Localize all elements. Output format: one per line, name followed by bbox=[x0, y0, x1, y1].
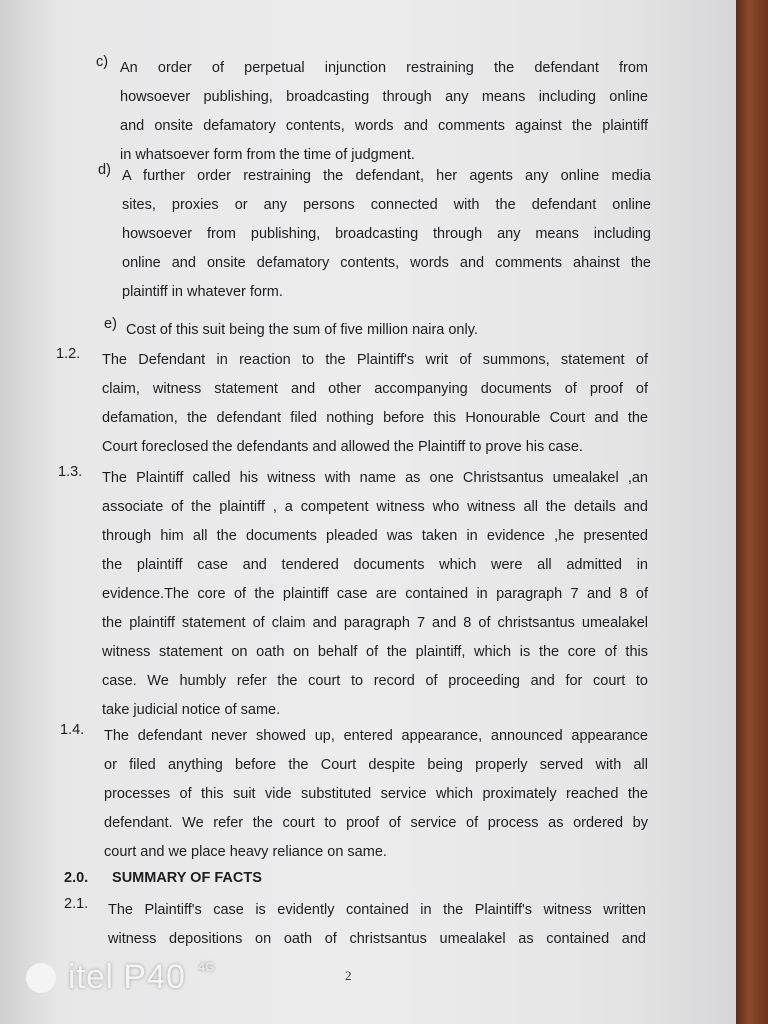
paragraph-number: 1.4. bbox=[60, 722, 85, 738]
camera-watermark bbox=[26, 958, 221, 997]
text-line: case. We humbly refer the court to record of proceeding and for court to bbox=[102, 673, 648, 689]
text-line: through him all the documents pleaded was taken in evidence ,he presented bbox=[102, 528, 648, 544]
list-label: d) bbox=[98, 162, 111, 178]
text-line: claim, witness statement and other accompanying documents of proof of bbox=[102, 381, 648, 397]
text-line: An order of perpetual injunction restraining the defendant from bbox=[120, 60, 648, 76]
section-number: 2.0. bbox=[64, 870, 89, 886]
text-line: defendant. We refer the court to proof of service of process as ordered by bbox=[104, 815, 648, 831]
paragraph-1-3 bbox=[58, 464, 648, 725]
paragraph-2-1 bbox=[64, 896, 646, 954]
text-line: or filed anything before the Court despite being properly served with all bbox=[104, 757, 648, 773]
watermark-brand: itel P40 bbox=[68, 958, 186, 996]
text-line: and onsite defamatory contents, words and comments against the plaintiff bbox=[120, 118, 648, 134]
text-line: The defendant never showed up, entered appearance, announced appearance bbox=[104, 728, 648, 744]
text-line: The Defendant in reaction to the Plaintiff's writ of summons, statement of bbox=[102, 352, 648, 368]
paragraph-number: 1.3. bbox=[58, 464, 83, 480]
paragraph-number: 2.1. bbox=[64, 896, 89, 912]
text-line: howsoever publishing, broadcasting through any means including online bbox=[120, 89, 648, 105]
text-line: A further order restraining the defendant, her agents any online media bbox=[122, 168, 651, 184]
text-line: plaintiff in whatever form. bbox=[122, 284, 283, 300]
list-item-c bbox=[96, 54, 648, 170]
background-surface bbox=[736, 0, 768, 1024]
text-line: associate of the plaintiff , a competent witness who witness all the details and bbox=[102, 499, 648, 515]
text-line: the plaintiff case and tendered documents which were all admitted in bbox=[102, 557, 648, 573]
paragraph-1-4 bbox=[60, 722, 648, 867]
paragraph-number: 1.2. bbox=[56, 346, 81, 362]
list-item-e bbox=[104, 316, 644, 345]
text-line: The Plaintiff called his witness with name as one Christsantus umealakel ,an bbox=[102, 470, 648, 486]
text-line: evidence.The core of the plaintiff case are contained in paragraph 7 and 8 of bbox=[102, 586, 648, 602]
page-number: 2 bbox=[345, 968, 352, 983]
text-line: court and we place heavy reliance on same. bbox=[104, 844, 387, 860]
watermark-badge: 4G bbox=[191, 958, 221, 976]
list-label: e) bbox=[104, 316, 117, 332]
text-line: the plaintiff statement of claim and paragraph 7 and 8 of christsantus umealakel bbox=[102, 615, 648, 631]
section-title: SUMMARY OF FACTS bbox=[112, 870, 262, 886]
text-line: sites, proxies or any persons connected with the defendant online bbox=[122, 197, 651, 213]
text-line: take judicial notice of same. bbox=[102, 702, 281, 718]
section-heading bbox=[64, 864, 624, 893]
text-line: processes of this suit vide substituted service which proximately reached the bbox=[104, 786, 648, 802]
list-item-d bbox=[98, 162, 651, 307]
text-line: The Plaintiff's case is evidently contained in the Plaintiff's witness written bbox=[108, 902, 646, 918]
paragraph-1-2 bbox=[56, 346, 648, 462]
text-line: witness depositions on oath of christsantus umealakel as contained and bbox=[108, 931, 646, 947]
list-label: c) bbox=[96, 54, 109, 70]
text-line: Cost of this suit being the sum of five million naira only. bbox=[126, 322, 478, 338]
text-line: Court foreclosed the defendants and allowed the Plaintiff to prove his case. bbox=[102, 439, 583, 455]
text-line: online and onsite defamatory contents, words and comments ahainst the bbox=[122, 255, 651, 271]
text-line: in whatsoever form from the time of judgment. bbox=[120, 147, 415, 163]
watermark-dot-icon bbox=[26, 963, 56, 993]
text-line: witness statement on oath on behalf of the plaintiff, which is the core of this bbox=[102, 644, 648, 660]
text-line: defamation, the defendant filed nothing before this Honourable Court and the bbox=[102, 410, 648, 426]
text-line: howsoever from publishing, broadcasting through any means including bbox=[122, 226, 651, 242]
